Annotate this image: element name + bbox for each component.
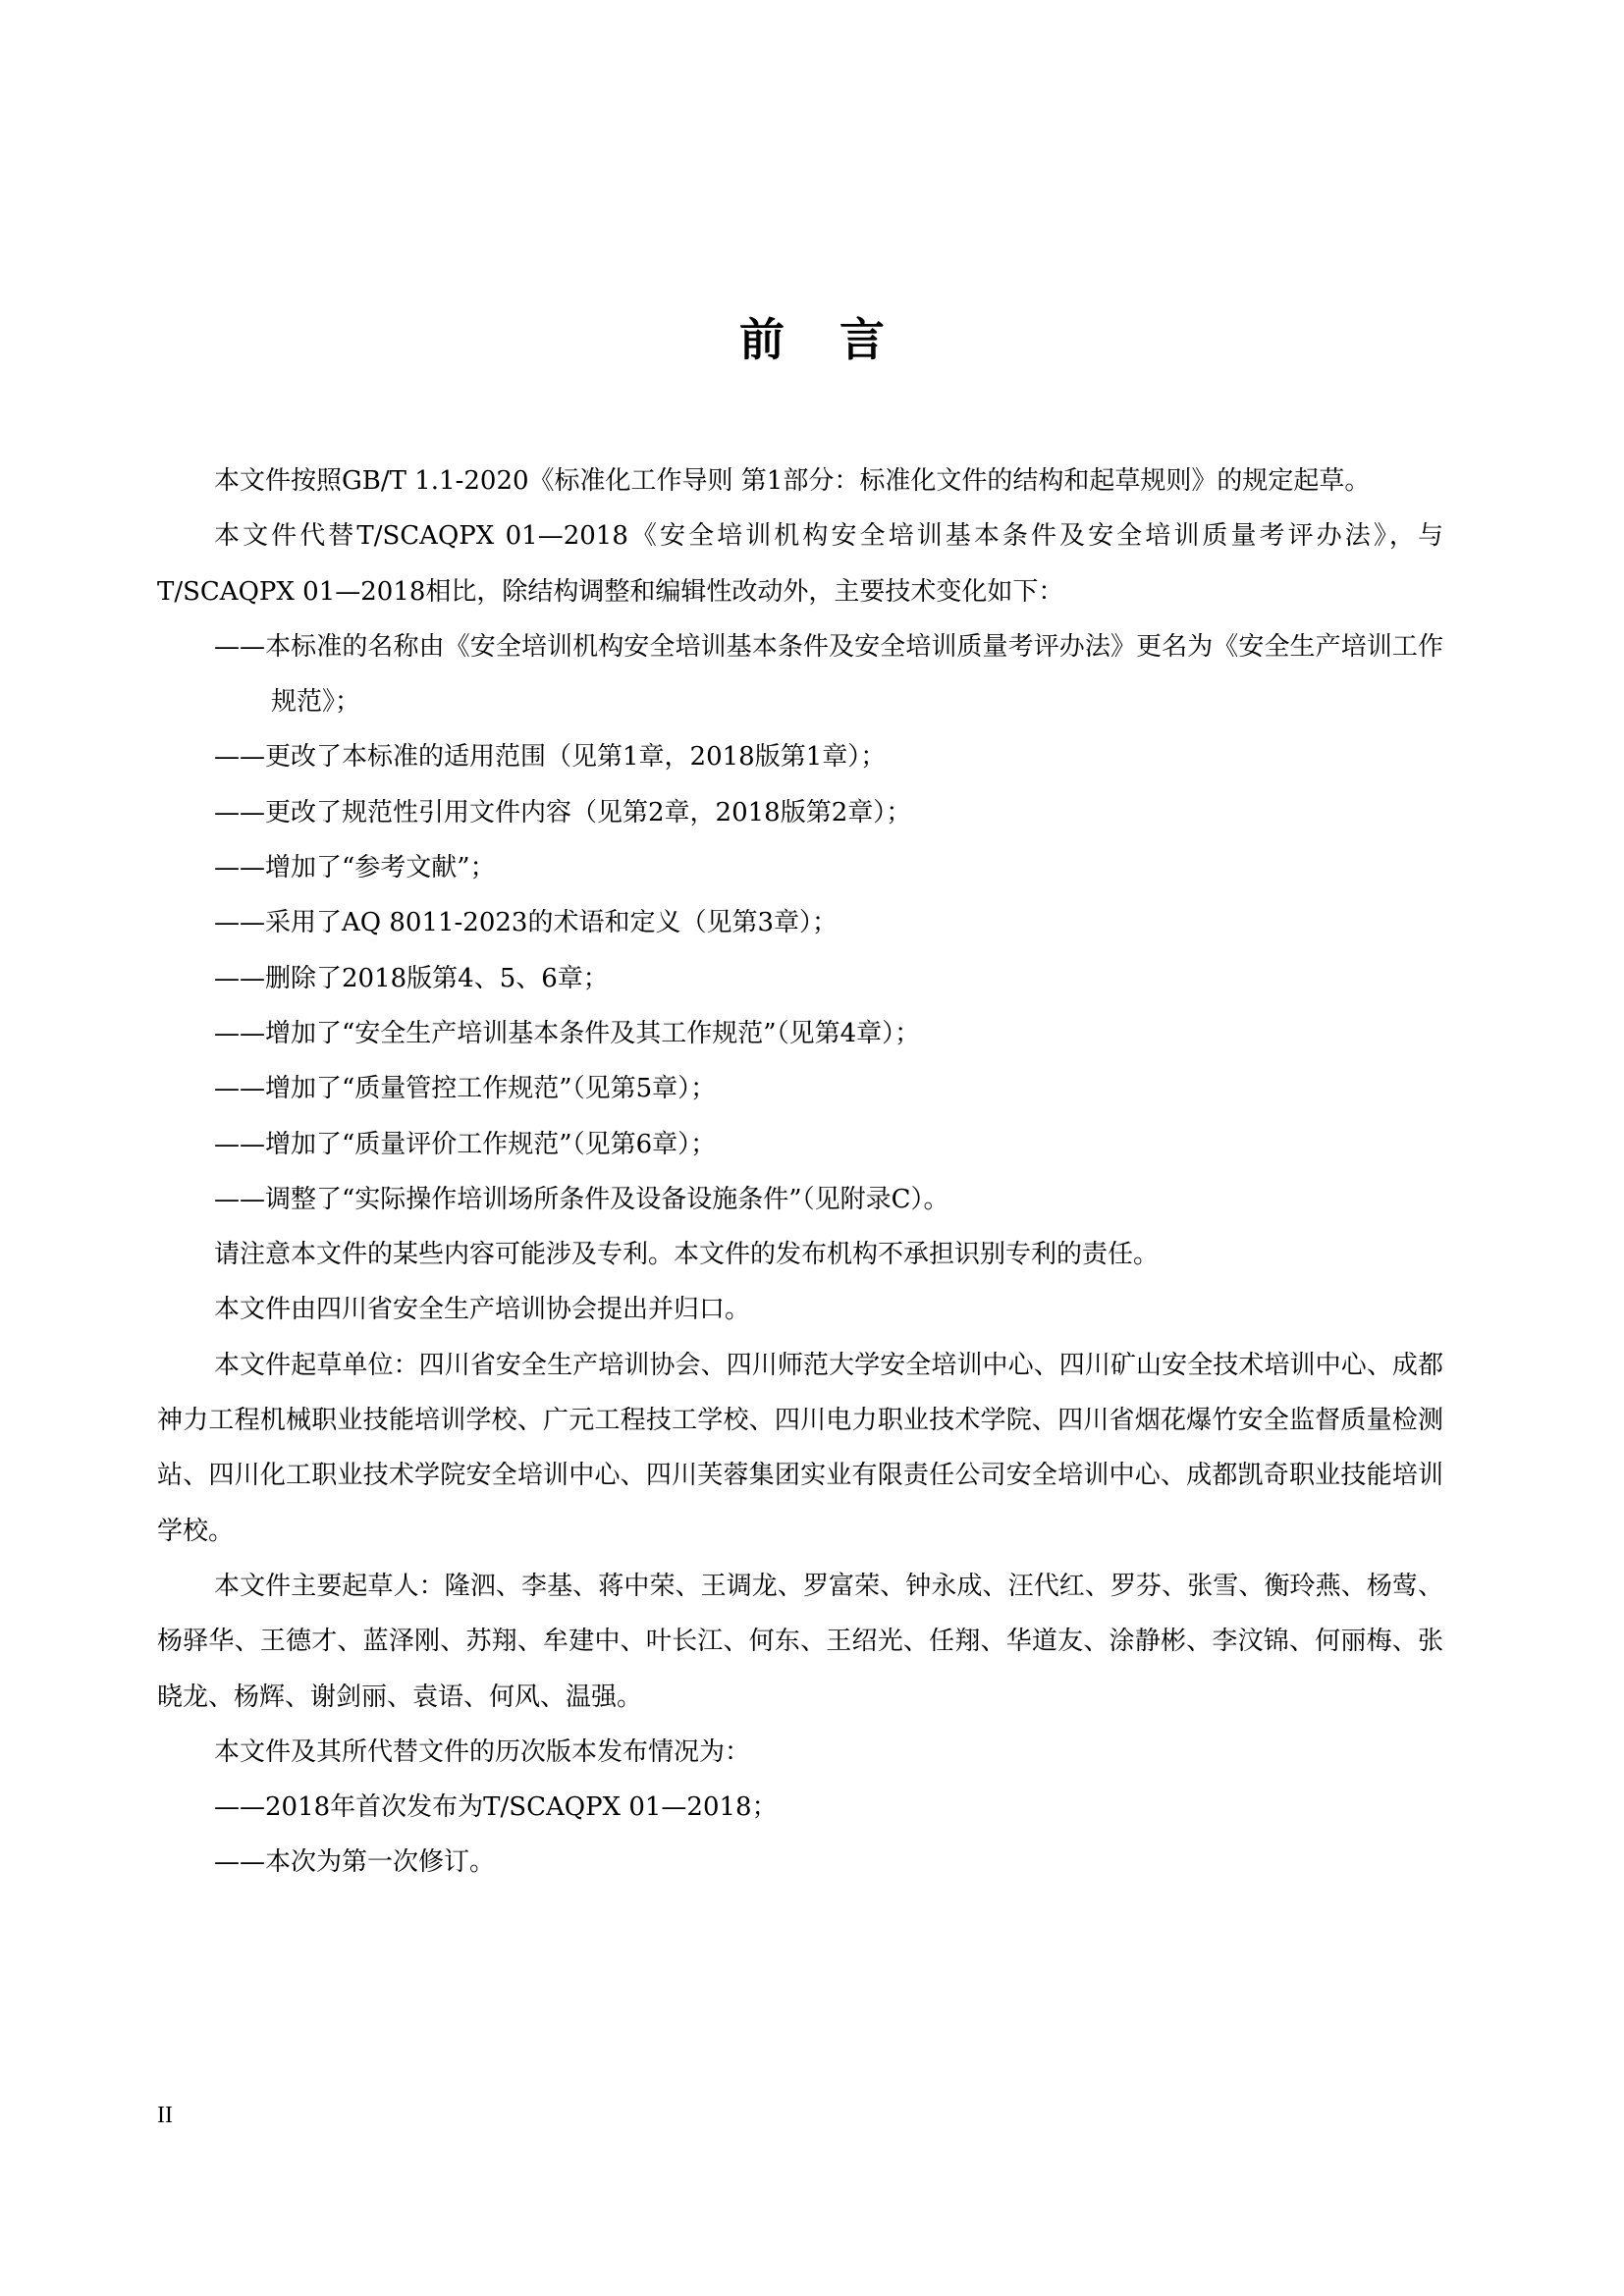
paragraph-drafting-basis: 本文件按照GB/T 1.1-2020《标准化工作导则 第1部分：标准化文件的结构和起草规则》的规定起草。 bbox=[214, 466, 1371, 496]
change-item: ——增加了“质量评价工作规范”（见第6章）； bbox=[214, 1129, 717, 1159]
paragraph-version-history: 本文件及其所代替文件的历次版本发布情况为： bbox=[214, 1736, 751, 1767]
change-item: ——增加了“质量管控工作规范”（见第5章）； bbox=[214, 1074, 717, 1104]
page-number: II bbox=[157, 2103, 173, 2128]
history-item: ——本次为第一次修订。 bbox=[214, 1847, 496, 1878]
change-item: ——增加了“参考文献”； bbox=[214, 853, 496, 883]
foreword-body bbox=[157, 454, 1443, 1891]
change-item: ——调整了“实际操作培训场所条件及设备设施条件”（见附录C）。 bbox=[214, 1184, 949, 1214]
page-title: 前言 bbox=[739, 313, 940, 366]
change-item: ——增加了“安全生产培训基本条件及其工作规范”（见第4章）； bbox=[214, 1018, 921, 1048]
paragraph-replacement-note: 本文件代替T/SCAQPX 01—2018《安全培训机构安全培训基本条件及安全培训质量考评办法》，与T/SCAQPX 01—2018相比，除结构调整和编辑性改动外，主要技术变化如下： bbox=[157, 521, 1443, 607]
paragraph-patent-notice: 请注意本文件的某些内容可能涉及专利。本文件的发布机构不承担识别专利的责任。 bbox=[214, 1240, 1160, 1270]
change-item: ——更改了本标准的适用范围（见第1章，2018版第1章）； bbox=[214, 742, 887, 773]
paragraph-drafting-units: 本文件起草单位：四川省安全生产培训协会、四川师范大学安全培训中心、四川矿山安全技术培训中心、成都神力工程机械职业技能培训学校、广元工程技工学校、四川电力职业技术学院、四川省烟花爆竹安全监督质量检测站、四川化工职业技术学院安全培训中心、四川芙蓉集团实业有限责任公司安全培训中心、成都凯奇职业技能培训学校。 bbox=[157, 1350, 1443, 1546]
history-item: ——2018年首次发布为T/SCAQPX 01—2018； bbox=[214, 1792, 778, 1823]
paragraph-drafters: 本文件主要起草人：隆泗、李基、蒋中荣、王调龙、罗富荣、钟永成、汪代红、罗芬、张雪、衡玲燕、杨莺、杨驿华、王德才、蓝泽刚、苏翔、牟建中、叶长江、何东、王绍光、任翔、华道友、涂静彬、李汶锦、何丽梅、张晓龙、杨辉、谢剑丽、袁语、何风、温强。 bbox=[157, 1571, 1443, 1712]
change-item: ——删除了2018版第4、5、6章； bbox=[214, 963, 609, 993]
change-item: ——本标准的名称由《安全培训机构安全培训基本条件及安全培训质量考评办法》更名为《安全生产培训工作规范》； bbox=[214, 631, 1443, 718]
change-item: ——更改了规范性引用文件内容（见第2章，2018版第2章）； bbox=[214, 797, 912, 828]
change-item: ——采用了AQ 8011-2023的术语和定义（见第3章）； bbox=[214, 908, 839, 938]
paragraph-proposer: 本文件由四川省安全生产培训协会提出并归口。 bbox=[214, 1295, 751, 1325]
